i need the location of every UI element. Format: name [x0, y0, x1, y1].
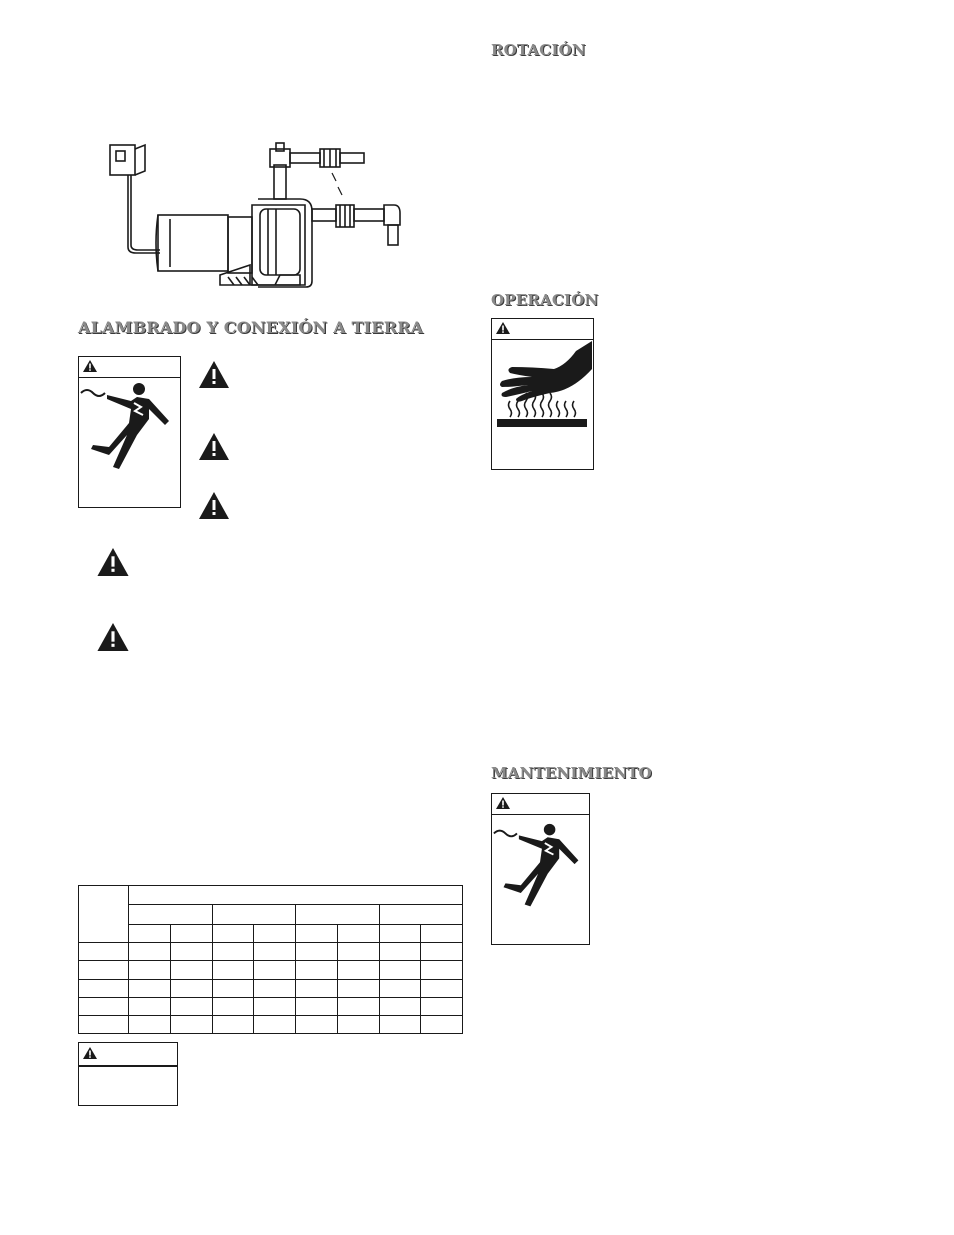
table-header-row	[79, 925, 463, 943]
warning-triangle-icon	[199, 492, 229, 519]
electric-shock-icon	[492, 818, 588, 918]
table-cell	[254, 925, 296, 943]
warning-triangle-icon	[496, 797, 510, 809]
table-cell	[129, 905, 213, 925]
table-cell	[129, 886, 463, 905]
table-header-row	[79, 886, 463, 905]
table-cell	[379, 905, 463, 925]
warning-header-bar	[492, 319, 593, 340]
warning-header-bar	[79, 357, 180, 378]
table-row	[79, 1015, 463, 1033]
warning-triangle-icon	[496, 322, 510, 334]
table-row	[79, 961, 463, 979]
shock-warning-box	[78, 356, 181, 508]
operation-heading: OPERACIÓN	[491, 291, 599, 309]
table-row	[79, 997, 463, 1015]
warning-triangle-icon	[83, 360, 97, 372]
table-header-row	[79, 905, 463, 925]
warning-triangle-icon	[97, 623, 129, 651]
warning-triangle-icon	[199, 433, 229, 460]
warning-header-bar	[492, 794, 589, 815]
wire-size-table	[78, 885, 463, 1034]
table-cell	[212, 905, 296, 925]
maintenance-heading: MANTENIMIENTO	[491, 764, 652, 782]
maintenance-shock-warning-box	[491, 793, 590, 945]
warning-header-bar	[79, 1043, 177, 1067]
warning-triangle-icon	[199, 361, 229, 388]
table-cell	[296, 905, 380, 925]
table-row	[79, 979, 463, 997]
hot-surface-warning-box	[491, 318, 594, 470]
electric-shock-icon	[79, 379, 179, 479]
rotation-heading: ROTACIÓN	[491, 41, 586, 59]
bottom-warning-box	[78, 1042, 178, 1106]
table-cell	[337, 925, 379, 943]
pump-installation-illustration	[100, 135, 420, 295]
table-cell	[170, 925, 212, 943]
hot-surface-icon	[492, 339, 592, 434]
warning-triangle-icon	[83, 1047, 97, 1059]
table-cell	[129, 925, 171, 943]
wiring-heading: ALAMBRADO Y CONEXIÓN A TIERRA	[78, 318, 424, 337]
table-cell	[79, 886, 129, 943]
table-cell	[296, 925, 338, 943]
table-cell	[379, 925, 421, 943]
table-cell	[421, 925, 463, 943]
table-cell	[212, 925, 254, 943]
table-row	[79, 943, 463, 961]
warning-triangle-icon	[97, 548, 129, 576]
